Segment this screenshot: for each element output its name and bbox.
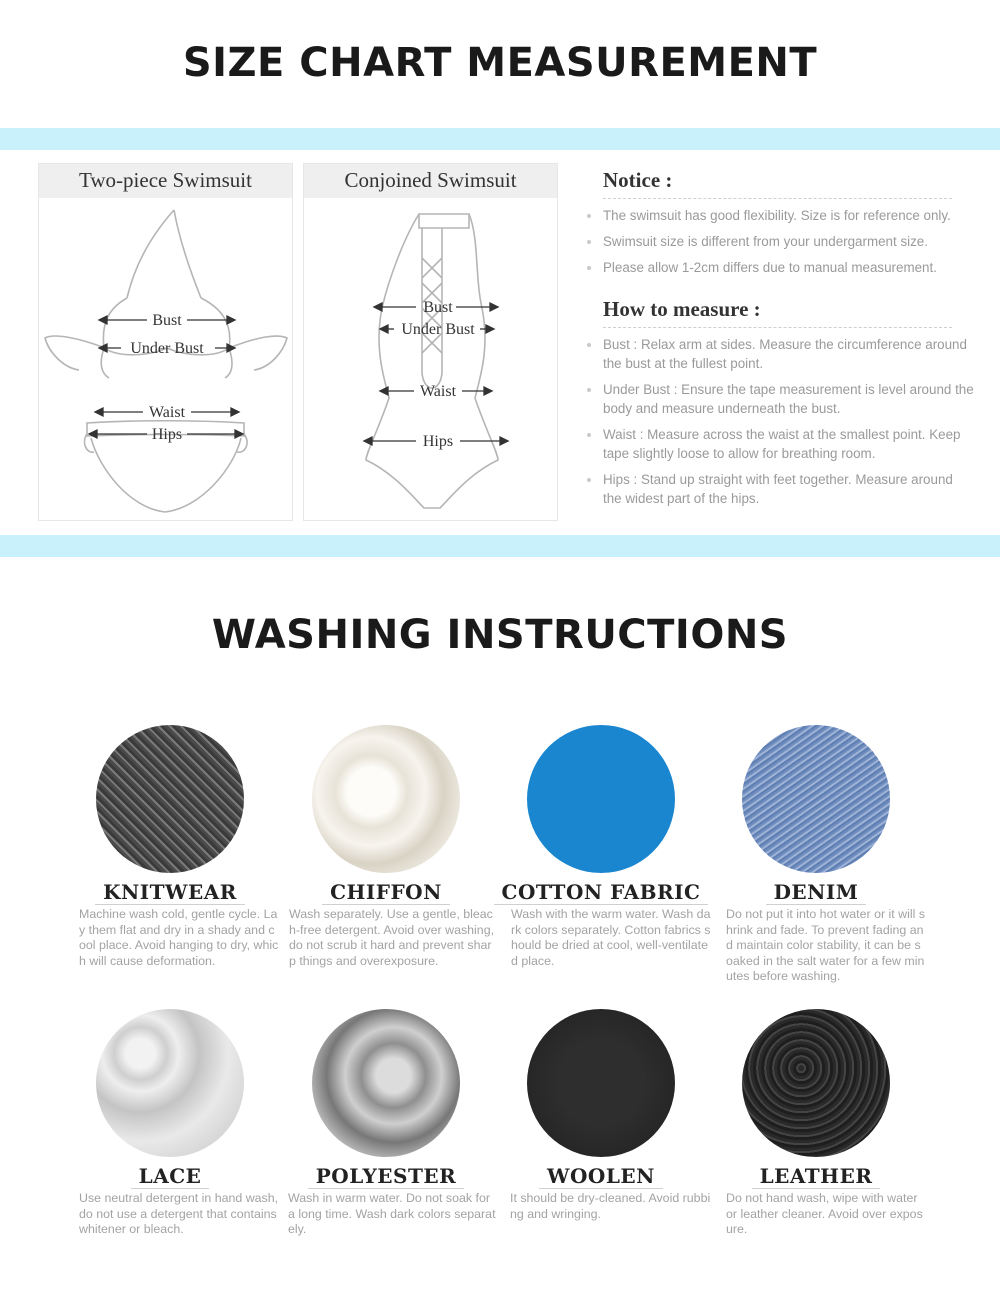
two-piece-hips-label: Hips — [151, 426, 183, 443]
fabric-description: Wash in warm water. Do not soak for a long time. Wash dark colors separately. — [288, 1191, 496, 1237]
two-piece-title: Two-piece Swimsuit — [39, 164, 292, 198]
fabric-chiffon — [276, 725, 496, 969]
conjoined-bust-label: Bust — [423, 299, 453, 316]
two-piece-diagram — [39, 198, 292, 520]
fabric-description: It should be dry-cleaned. Avoid rubbing and wringing. — [510, 1191, 711, 1221]
size-chart-title: SIZE CHART MEASUREMENT — [182, 40, 818, 86]
fabric-name: KNITWEAR — [95, 880, 245, 905]
conjoined-waist-label: Waist — [419, 383, 457, 400]
woolen-swatch-image — [527, 1009, 675, 1157]
fabric-name: LACE — [131, 1164, 210, 1189]
fabric-name: COTTON FABRIC — [494, 880, 709, 905]
fabric-name: POLYESTER — [308, 1164, 464, 1189]
fabric-name: LEATHER — [752, 1164, 881, 1189]
fabric-description: Use neutral detergent in hand wash, do not use a detergent that contains whitener or bleach. — [79, 1191, 279, 1237]
notice-item: Please allow 1-2cm differs due to manual measurement. — [584, 258, 974, 277]
fabric-description: Wash with the warm water. Wash dark colors separately. Cotton fabrics should be dried at cool, well-ventilated place. — [511, 907, 711, 968]
fabric-woolen — [491, 1009, 711, 1222]
how-to-item: Waist : Measure across the waist at the smallest point. Keep tape slightly loose to allow for breathing room. — [584, 425, 974, 463]
two-piece-panel — [38, 163, 293, 521]
lace-swatch-image — [96, 1009, 244, 1157]
fabric-leather — [706, 1009, 926, 1238]
how-to-item: Bust : Relax arm at sides. Measure the circumference around the bust at the fullest point. — [584, 335, 974, 373]
cotton-swatch-image — [527, 725, 675, 873]
conjoined-panel — [303, 163, 558, 521]
two-piece-under-bust-label: Under Bust — [130, 340, 204, 357]
fabric-description: Do not hand wash, wipe with water or leather cleaner. Avoid over exposure. — [726, 1191, 923, 1237]
fabric-lace — [60, 1009, 280, 1238]
how-to-item: Hips : Stand up straight with feet together. Measure around the widest part of the hips. — [584, 470, 974, 508]
how-to-heading: How to measure : — [603, 297, 952, 328]
chiffon-swatch-image — [312, 725, 460, 873]
conjoined-title: Conjoined Swimsuit — [304, 164, 557, 198]
fabric-name: WOOLEN — [539, 1164, 663, 1189]
notice-item: Swimsuit size is different from your undergarment size. — [584, 232, 974, 251]
notice-item: The swimsuit has good flexibility. Size is for reference only. — [584, 206, 974, 225]
fabric-knitwear — [60, 725, 280, 969]
polyester-swatch-image — [312, 1009, 460, 1157]
two-piece-bust-label: Bust — [152, 312, 182, 329]
fabric-name: CHIFFON — [322, 880, 450, 905]
fabric-cotton — [491, 725, 711, 969]
how-to-item: Under Bust : Ensure the tape measurement is level around the body and measure underneath the bust. — [584, 380, 974, 418]
fabric-polyester — [276, 1009, 496, 1238]
fabric-description: Machine wash cold, gentle cycle. Lay them flat and dry in a shady and cool place. Avoid hanging to dry, which will cause deformation. — [79, 907, 279, 968]
notice-heading: Notice : — [603, 168, 952, 199]
two-piece-waist-label: Waist — [148, 404, 186, 421]
fabric-name: DENIM — [766, 880, 867, 905]
conjoined-diagram — [304, 198, 557, 520]
knitwear-swatch-image — [96, 725, 244, 873]
fabric-description: Wash separately. Use a gentle, bleach-free detergent. Avoid over washing, do not scrub it hard and prevent sharp things and overexposure. — [289, 907, 495, 968]
notice-section — [584, 168, 974, 508]
notice-list — [584, 206, 974, 277]
leather-swatch-image — [742, 1009, 890, 1157]
washing-title: WASHING INSTRUCTIONS — [211, 612, 789, 658]
top-accent-band — [0, 128, 1000, 150]
conjoined-under-bust-label: Under Bust — [401, 321, 475, 338]
fabric-denim — [706, 725, 926, 985]
how-to-list — [584, 335, 974, 508]
denim-swatch-image — [742, 725, 890, 873]
fabric-description: Do not put it into hot water or it will shrink and fade. To prevent fading and maintain color stability, it can be soaked in the salt water for a few minutes before washing. — [726, 907, 926, 984]
bottom-accent-band — [0, 535, 1000, 557]
conjoined-hips-label: Hips — [422, 433, 454, 450]
